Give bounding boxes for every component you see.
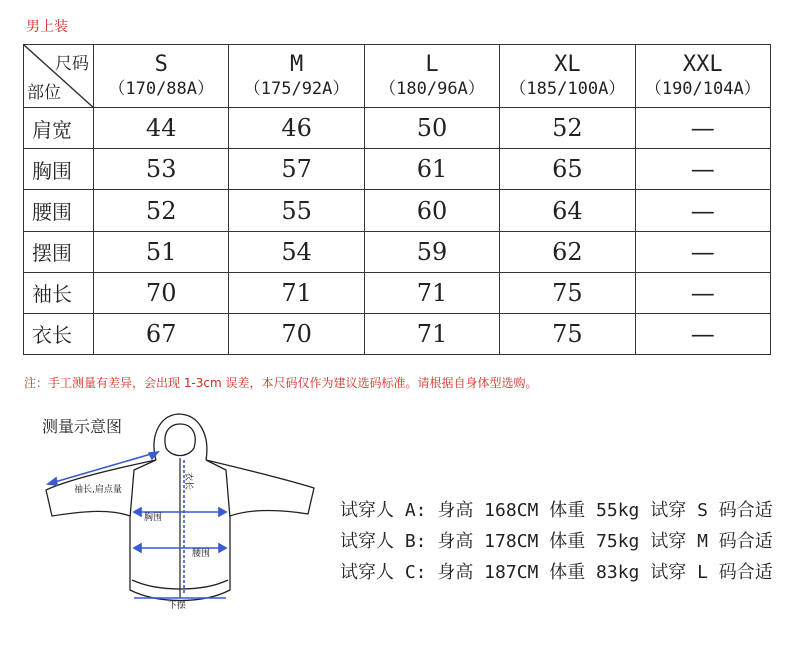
row-label: 肩宽 (24, 108, 94, 149)
row-label: 胸围 (24, 149, 94, 190)
table-row (24, 313, 771, 354)
size-label: M (289, 52, 304, 78)
size-spec: （175/92A） (243, 79, 350, 100)
size-label: S (154, 52, 168, 78)
size-label: L (425, 52, 439, 78)
table-cell: — (635, 190, 770, 231)
size-label: XXL (682, 52, 723, 78)
table-cell: 50 (364, 108, 499, 149)
table-cell: 62 (500, 231, 635, 272)
table-cell: 71 (364, 272, 499, 313)
table-cell: 52 (94, 190, 229, 231)
table-cell: 67 (94, 313, 229, 354)
tryon-a: 试穿人 A: 身高 168CM 体重 55kg 试穿 S 码合适 (340, 500, 773, 521)
table-cell: 61 (364, 149, 499, 190)
table-cell: 64 (500, 190, 635, 231)
corner-size-label: 尺码 (55, 54, 89, 74)
table-cell: 71 (229, 272, 364, 313)
table-cell: 59 (364, 231, 499, 272)
table-row (24, 190, 771, 231)
measurement-note: 注：手工测量有差异，会出现 1-3cm 误差，本尺码仅作为建议选码标准。请根据自身体型选购。 (24, 376, 538, 390)
size-table (23, 44, 771, 355)
size-header-m (229, 45, 364, 108)
hood-inner (165, 424, 195, 456)
diagram-title: 测量示意图 (42, 417, 123, 436)
size-label: XL (554, 52, 581, 78)
size-spec: （180/96A） (379, 79, 485, 100)
size-spec: （185/100A） (509, 79, 626, 100)
chest-label: 胸围 (144, 513, 163, 523)
table-cell: 75 (500, 272, 635, 313)
header-row (24, 45, 771, 108)
size-header-s (94, 45, 229, 108)
table-row (24, 272, 771, 313)
table-cell: 54 (229, 231, 364, 272)
table-row (24, 149, 771, 190)
row-label: 衣长 (24, 313, 94, 354)
tryon-c: 试穿人 C: 身高 187CM 体重 83kg 试穿 L 码合适 (340, 562, 773, 583)
size-header-l (364, 45, 499, 108)
table-cell: 57 (229, 149, 364, 190)
sleeve-label: 袖长,肩点量 (74, 485, 122, 495)
table-cell: 46 (229, 108, 364, 149)
waist-label: 腰围 (192, 549, 211, 559)
row-label: 袖长 (24, 272, 94, 313)
table-cell: — (635, 231, 770, 272)
table-cell: — (635, 272, 770, 313)
row-label: 摆围 (24, 231, 94, 272)
size-header-xxl (635, 45, 770, 108)
sleeve-arrow-tail (149, 452, 158, 459)
size-header-xl (500, 45, 635, 108)
sleeve-measure-line (48, 452, 158, 484)
table-cell: 52 (500, 108, 635, 149)
table-cell: 44 (94, 108, 229, 149)
jacket-diagram (38, 408, 328, 618)
table-cell: 55 (229, 190, 364, 231)
tryon-b: 试穿人 B: 身高 178CM 体重 75kg 试穿 M 码合适 (340, 531, 773, 552)
chart-title: 男上装 (26, 19, 68, 35)
table-cell: 70 (94, 272, 229, 313)
size-spec: （190/104A） (644, 79, 761, 100)
table-cell: — (635, 313, 770, 354)
size-spec: （170/88A） (108, 79, 215, 100)
table-cell: 60 (364, 190, 499, 231)
table-cell: 53 (94, 149, 229, 190)
length-label: 衣长 (183, 472, 193, 491)
hood-outline (154, 414, 207, 460)
table-row (24, 231, 771, 272)
table-cell: 71 (364, 313, 499, 354)
table-cell: — (635, 149, 770, 190)
table-cell: 75 (500, 313, 635, 354)
sleeve-arrow-head (48, 478, 57, 485)
corner-cell (24, 45, 94, 108)
table-cell: 51 (94, 231, 229, 272)
hem-label: 下摆 (168, 601, 187, 611)
corner-part-label: 部位 (27, 83, 61, 104)
table-cell: — (635, 108, 770, 149)
table-cell: 70 (229, 313, 364, 354)
table-row (24, 108, 771, 149)
row-label: 腰围 (24, 190, 94, 231)
table-cell: 65 (500, 149, 635, 190)
